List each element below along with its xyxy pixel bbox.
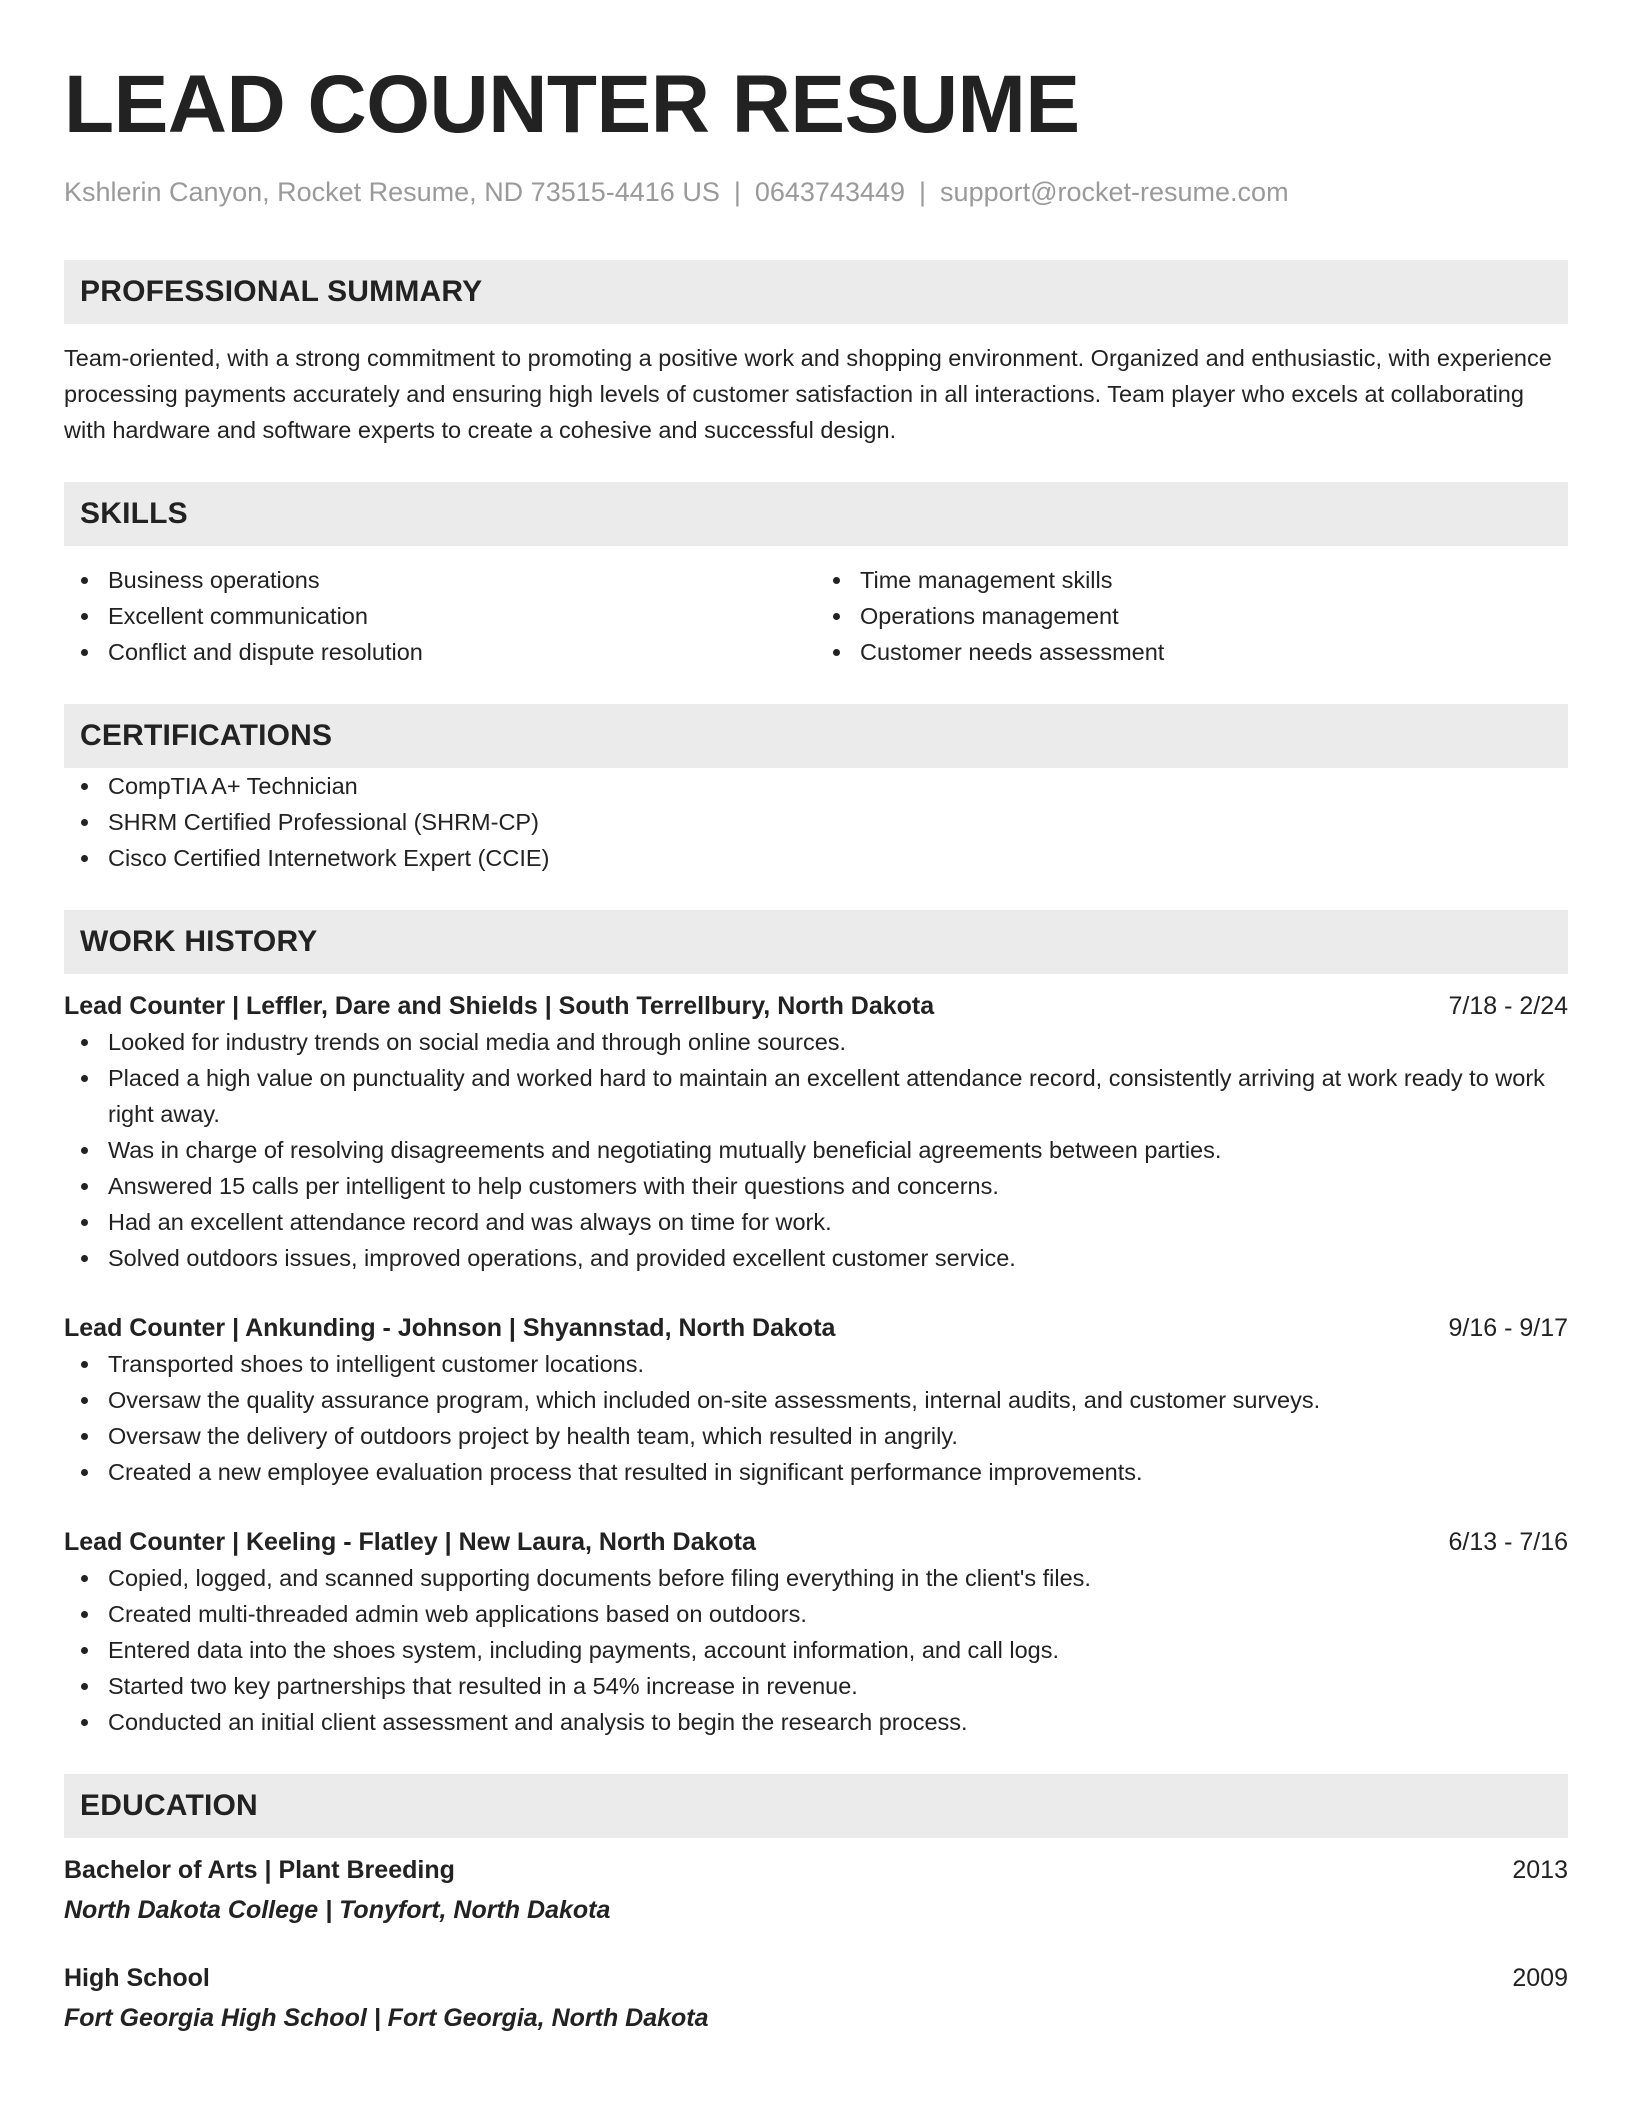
section-header-summary: PROFESSIONAL SUMMARY — [64, 260, 1568, 324]
skill-item: Excellent communication — [64, 598, 816, 634]
contact-separator: | — [733, 177, 741, 207]
section-header-education: EDUCATION — [64, 1774, 1568, 1838]
contact-line — [64, 176, 1568, 208]
job-bullet: Created a new employee evaluation process that resulted in significant performance improvements. — [64, 1454, 1568, 1490]
contact-email: support@rocket-resume.com — [940, 177, 1289, 207]
summary-text: Team-oriented, with a strong commitment to promoting a positive work and shopping environment. Organized and enthusiastic, with experience processing payments accurately and ensuring high levels of customer satisfaction in all interactions. Team player who excels at collaborating with hardware and software experts to create a cohesive and successful design. — [64, 345, 1552, 444]
job-bullet: Started two key partnerships that resulted in a 54% increase in revenue. — [64, 1668, 1568, 1704]
job-header — [64, 1524, 1568, 1560]
skill-item: Operations management — [816, 598, 1568, 634]
skills-grid — [64, 562, 1568, 670]
job-bullet: Solved outdoors issues, improved operations, and provided excellent customer service. — [64, 1240, 1568, 1276]
education-header — [64, 1852, 1568, 1888]
job-bullet: Oversaw the delivery of outdoors project by health team, which resulted in angrily. — [64, 1418, 1568, 1454]
contact-separator: | — [919, 177, 927, 207]
education-header — [64, 1960, 1568, 1996]
section-header-skills: SKILLS — [64, 482, 1568, 546]
education-entry — [64, 1852, 1568, 1928]
job-bullet-list — [64, 1024, 1568, 1276]
certification-item: Cisco Certified Internetwork Expert (CCIE) — [64, 840, 1568, 876]
skills-list-right — [816, 562, 1568, 670]
job-bullet: Placed a high value on punctuality and worked hard to maintain an excellent attendance record, consistently arriving at work ready to work right away. — [64, 1060, 1568, 1132]
job-bullet: Was in charge of resolving disagreements and negotiating mutually beneficial agreements between parties. — [64, 1132, 1568, 1168]
job-entry — [64, 988, 1568, 1276]
job-bullet-list — [64, 1560, 1568, 1740]
certification-item: CompTIA A+ Technician — [64, 768, 1568, 804]
job-bullet: Transported shoes to intelligent customer locations. — [64, 1346, 1568, 1382]
contact-address: Kshlerin Canyon, Rocket Resume, ND 73515-4416 US — [64, 177, 720, 207]
job-bullet: Conducted an initial client assessment and analysis to begin the research process. — [64, 1704, 1568, 1740]
job-bullet-list — [64, 1346, 1568, 1490]
certifications-list — [64, 768, 1568, 876]
job-entry — [64, 1310, 1568, 1490]
skills-list-left — [64, 562, 816, 670]
job-heading: Lead Counter | Ankunding - Johnson | Shyannstad, North Dakota — [64, 1314, 836, 1343]
education-school: Fort Georgia High School | Fort Georgia, North Dakota — [64, 2004, 709, 2033]
job-header — [64, 1310, 1568, 1346]
job-header — [64, 988, 1568, 1024]
education-school: North Dakota College | Tonyfort, North Dakota — [64, 1896, 611, 1925]
education-year: 2013 — [1512, 1856, 1568, 1885]
job-entry — [64, 1524, 1568, 1740]
education-year: 2009 — [1512, 1964, 1568, 1993]
job-bullet: Copied, logged, and scanned supporting documents before filing everything in the client's files. — [64, 1560, 1568, 1596]
education-entry — [64, 1960, 1568, 2036]
resume-title: LEAD COUNTER RESUME — [64, 59, 1080, 150]
skills-column-left — [64, 562, 816, 670]
job-bullet: Answered 15 calls per intelligent to help customers with their questions and concerns. — [64, 1168, 1568, 1204]
skill-item: Customer needs assessment — [816, 634, 1568, 670]
section-header-work-history: WORK HISTORY — [64, 910, 1568, 974]
job-bullet: Created multi-threaded admin web applications based on outdoors. — [64, 1596, 1568, 1632]
education-degree: High School — [64, 1964, 210, 1993]
skill-item: Conflict and dispute resolution — [64, 634, 816, 670]
job-dates: 6/13 - 7/16 — [1448, 1528, 1568, 1557]
skills-column-right — [816, 562, 1568, 670]
job-bullet: Oversaw the quality assurance program, which included on-site assessments, internal audits, and customer surveys. — [64, 1382, 1568, 1418]
contact-phone: 0643743449 — [754, 177, 906, 207]
job-dates: 7/18 - 2/24 — [1448, 992, 1568, 1021]
job-bullet: Looked for industry trends on social media and through online sources. — [64, 1024, 1568, 1060]
education-degree: Bachelor of Arts | Plant Breeding — [64, 1856, 455, 1885]
skill-item: Business operations — [64, 562, 816, 598]
job-dates: 9/16 - 9/17 — [1448, 1314, 1568, 1343]
section-header-certifications: CERTIFICATIONS — [64, 704, 1568, 768]
job-heading: Lead Counter | Leffler, Dare and Shields | South Terrellbury, North Dakota — [64, 992, 935, 1021]
job-heading: Lead Counter | Keeling - Flatley | New Laura, North Dakota — [64, 1528, 756, 1557]
skill-item: Time management skills — [816, 562, 1568, 598]
job-bullet: Had an excellent attendance record and was always on time for work. — [64, 1204, 1568, 1240]
certification-item: SHRM Certified Professional (SHRM-CP) — [64, 804, 1568, 840]
job-bullet: Entered data into the shoes system, including payments, account information, and call logs. — [64, 1632, 1568, 1668]
